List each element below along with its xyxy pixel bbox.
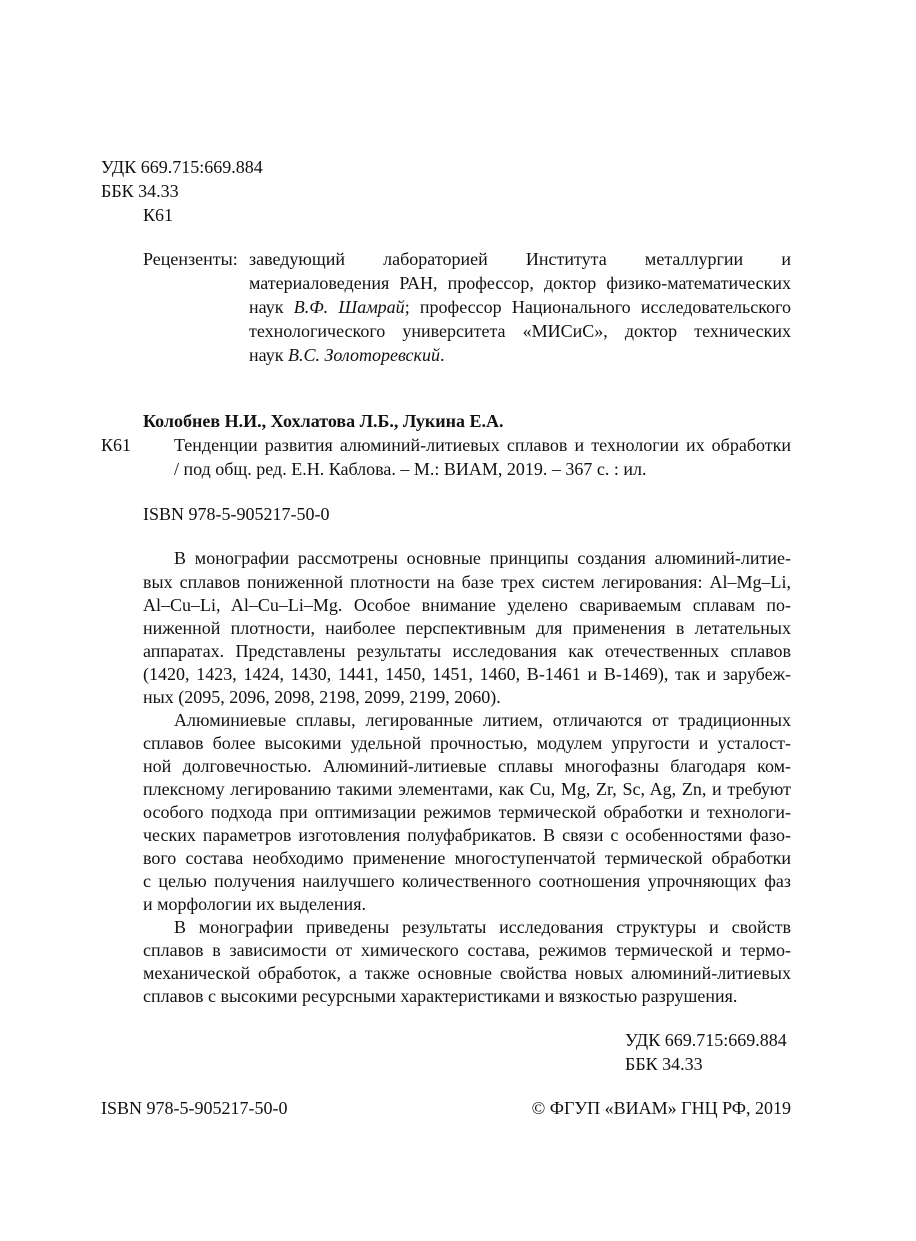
- abstract-line: Al–Cu–Li, Al–Cu–Li–Mg. Особое внимание уделено свариваемым сплавам по-: [143, 595, 791, 615]
- udk-code: УДК 669.715:669.884: [101, 157, 263, 177]
- book-title-line: / под общ. ред. Е.Н. Каблова. – М.: ВИАМ, 2019. – 367 с. : ил.: [174, 459, 647, 479]
- reviewers-text: ; профессор Национального исследовательского: [404, 297, 791, 317]
- abstract-line: аппаратах. Представлены результаты исследования как отечественных сплавов: [143, 641, 791, 661]
- reviewers-line: материаловедения РАН, профессор, доктор физико-математических: [249, 273, 791, 293]
- abstract-line: В монографии рассмотрены основные принципы создания алюминий-литие-: [174, 548, 791, 568]
- reviewers-label: Рецензенты:: [143, 249, 238, 269]
- abstract-line: (1420, 1423, 1424, 1430, 1441, 1450, 1451, 1460, В-1461 и В-1469), так и зарубеж-: [143, 664, 791, 684]
- abstract-line: ниженной плотности, наиболее перспективным для применения в летательных: [143, 618, 791, 638]
- reviewers-line: [249, 344, 444, 366]
- book-authors: Колобнев Н.И., Хохлатова Л.Б., Лукина Е.А.: [143, 411, 504, 431]
- abstract-line: с целью получения наилучшего количественного соотношения упрочняющих фаз: [143, 871, 791, 891]
- udk-code-bottom: УДК 669.715:669.884: [625, 1030, 787, 1050]
- reviewers-text: .: [439, 345, 445, 365]
- abstract-line: особого подхода при оптимизации режимов термической обработки и технологи-: [143, 802, 791, 822]
- book-title-line: Тенденции развития алюминий-литиевых сплавов и технологии их обработки: [174, 435, 791, 455]
- citation-mark: К61: [101, 435, 132, 455]
- bbk-code-bottom: ББК 34.33: [625, 1054, 703, 1074]
- abstract-line: сплавов в зависимости от химического состава, режимов термической и термо-: [143, 940, 791, 960]
- reviewers-text: наук: [249, 297, 294, 317]
- abstract-line: вого состава необходимо применение многоступенчатой термической обработки: [143, 848, 791, 868]
- author-mark: К61: [143, 205, 174, 225]
- abstract-line: Алюминиевые сплавы, легированные литием, отличаются от традиционных: [174, 710, 791, 730]
- abstract-line: механической обработок, а также основные свойства новых алюминий-литиевых: [143, 963, 791, 983]
- reviewers-line: [249, 296, 791, 318]
- abstract-line: вых сплавов пониженной плотности на базе трех систем легирования: Al–Mg–Li,: [143, 572, 791, 592]
- reviewer-name: В.Ф. Шамрай: [293, 297, 405, 317]
- reviewers-line: заведующий лабораторией Института металлургии и: [249, 249, 791, 269]
- abstract-line: плексному легированию такими элементами, как Cu, Mg, Zr, Sc, Ag, Zn, и требуют: [143, 779, 791, 799]
- reviewers-text: наук: [249, 345, 288, 365]
- abstract-line: ческих параметров изготовления полуфабрикатов. В связи с особенностями фазо-: [143, 825, 791, 845]
- bbk-code: ББК 34.33: [101, 181, 179, 201]
- reviewers-line: технологического университета «МИСиС», доктор технических: [249, 321, 791, 341]
- abstract-line: и морфологии их выделения.: [143, 894, 366, 914]
- footer-isbn: ISBN 978-5-905217-50-0: [101, 1098, 288, 1118]
- abstract-line: сплавов более высокими удельной прочностью, модулем упругости и усталост-: [143, 733, 791, 753]
- reviewer-name: В.С. Золоторевский: [287, 345, 440, 365]
- citation-isbn: ISBN 978-5-905217-50-0: [143, 504, 330, 524]
- abstract-line: В монографии приведены результаты исследования структуры и свойств: [174, 917, 791, 937]
- copyright: © ФГУП «ВИАМ» ГНЦ РФ, 2019: [531, 1098, 791, 1118]
- abstract-line: сплавов с высокими ресурсными характеристиками и вязкостью разрушения.: [143, 986, 738, 1006]
- abstract-line: ной долговечностью. Алюминий-литиевые сплавы многофазны благодаря ком-: [143, 756, 791, 776]
- abstract-line: ных (2095, 2096, 2098, 2198, 2099, 2199, 2060).: [143, 687, 501, 707]
